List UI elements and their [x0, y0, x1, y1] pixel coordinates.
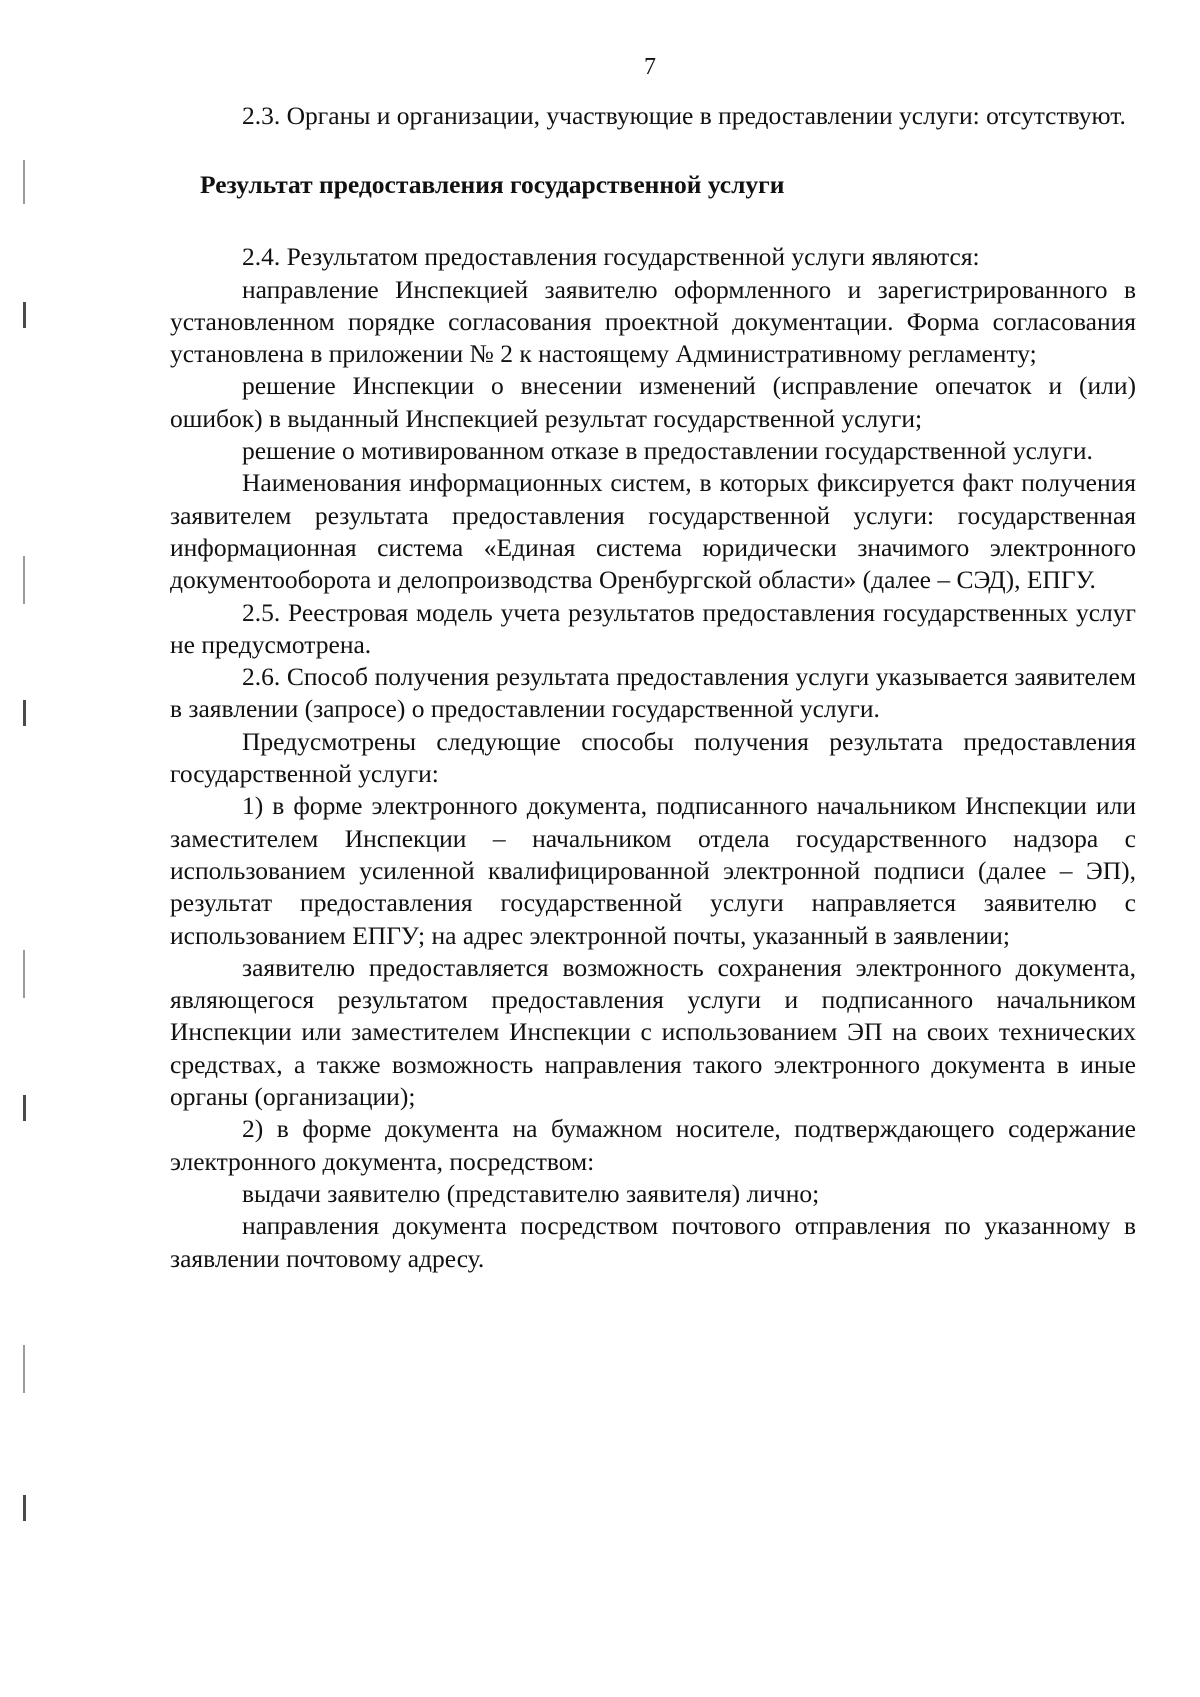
binding-mark — [23, 160, 25, 204]
paragraph-result-approval: направление Инспекцией заявителю оформленного и зарегистрированного в установленном порядке согласования проектной документации. Форма согласования установлена в приложении № 2 к настоящему Административному регламенту; — [170, 274, 1136, 369]
paragraph-2-3: 2.3. Органы и организации, участвующие в предоставлении услуги: отсутствуют. — [242, 101, 1126, 130]
document-body — [170, 100, 1136, 1275]
binding-mark — [23, 1345, 25, 1393]
paragraph-information-systems: Наименования информационных систем, в которых фиксируется факт получения заявителем результата предоставления государственной услуги: государственная информационная система «Единая система юридически значимого электронного документооборота и делопроизводства Оренбургской области» (далее – СЭД), ЕПГУ. — [170, 468, 1136, 595]
paragraph-result-refusal: решение о мотивированном отказе в предоставлении государственной услуги. — [242, 436, 1093, 466]
paragraph-2-6: 2.6. Способ получения результата предоставления услуги указывается заявителем в заявлении (запросе) о предоставлении государственной услуги. — [170, 662, 1136, 724]
binding-mark — [23, 556, 25, 604]
paragraph-result-changes: решение Инспекции о внесении изменений (исправление опечаток и (или) ошибок) в выданный Инспекцией результат государственной услуги; — [170, 371, 1136, 433]
paragraph-methods-intro: Предусмотрены следующие способы получения результата предоставления государственной услуги: — [170, 726, 1136, 789]
paragraph-method-paper: 2) в форме документа на бумажном носителе, подтверждающего содержание электронного документа, посредством: — [170, 1114, 1136, 1176]
paragraph-2-4: 2.4. Результатом предоставления государственной услуги являются: — [242, 242, 980, 272]
binding-mark — [23, 1495, 26, 1521]
binding-mark — [23, 302, 26, 328]
binding-mark — [23, 1095, 26, 1121]
paragraph-method-electronic: 1) в форме электронного документа, подписанного начальником Инспекции или заместителем Инспекции – начальником отдела государственного надзора с использованием усиленной квалифицированной электронной подписи (далее – ЭП), результат предоставления государственной услуги направляется заявителю с использованием ЕПГУ; на адрес электронной почты, указанный в заявлении; — [170, 791, 1136, 950]
paragraph-method-in-person: выдачи заявителю (представителю заявителя) лично; — [242, 1178, 820, 1208]
binding-mark — [23, 700, 26, 726]
paragraph-2-5: 2.5. Реестровая модель учета результатов предоставления государственных услуг не предусмотрена. — [170, 597, 1136, 659]
paragraph-method-electronic-save: заявителю предоставляется возможность сохранения электронного документа, являющегося результатом предоставления услуги и подписанного начальником Инспекции или заместителем Инспекции с использованием ЭП на своих технических средствах, а также возможность направления такого электронного документа в иные органы (организации); — [170, 952, 1136, 1112]
paragraph-method-post: направления документа посредством почтового отправления по указанному в заявлении почтовому адресу. — [170, 1211, 1136, 1273]
section-heading: Результат предоставления государственной услуги — [200, 170, 785, 200]
binding-mark — [23, 950, 25, 998]
page-number: 7 — [644, 54, 656, 80]
